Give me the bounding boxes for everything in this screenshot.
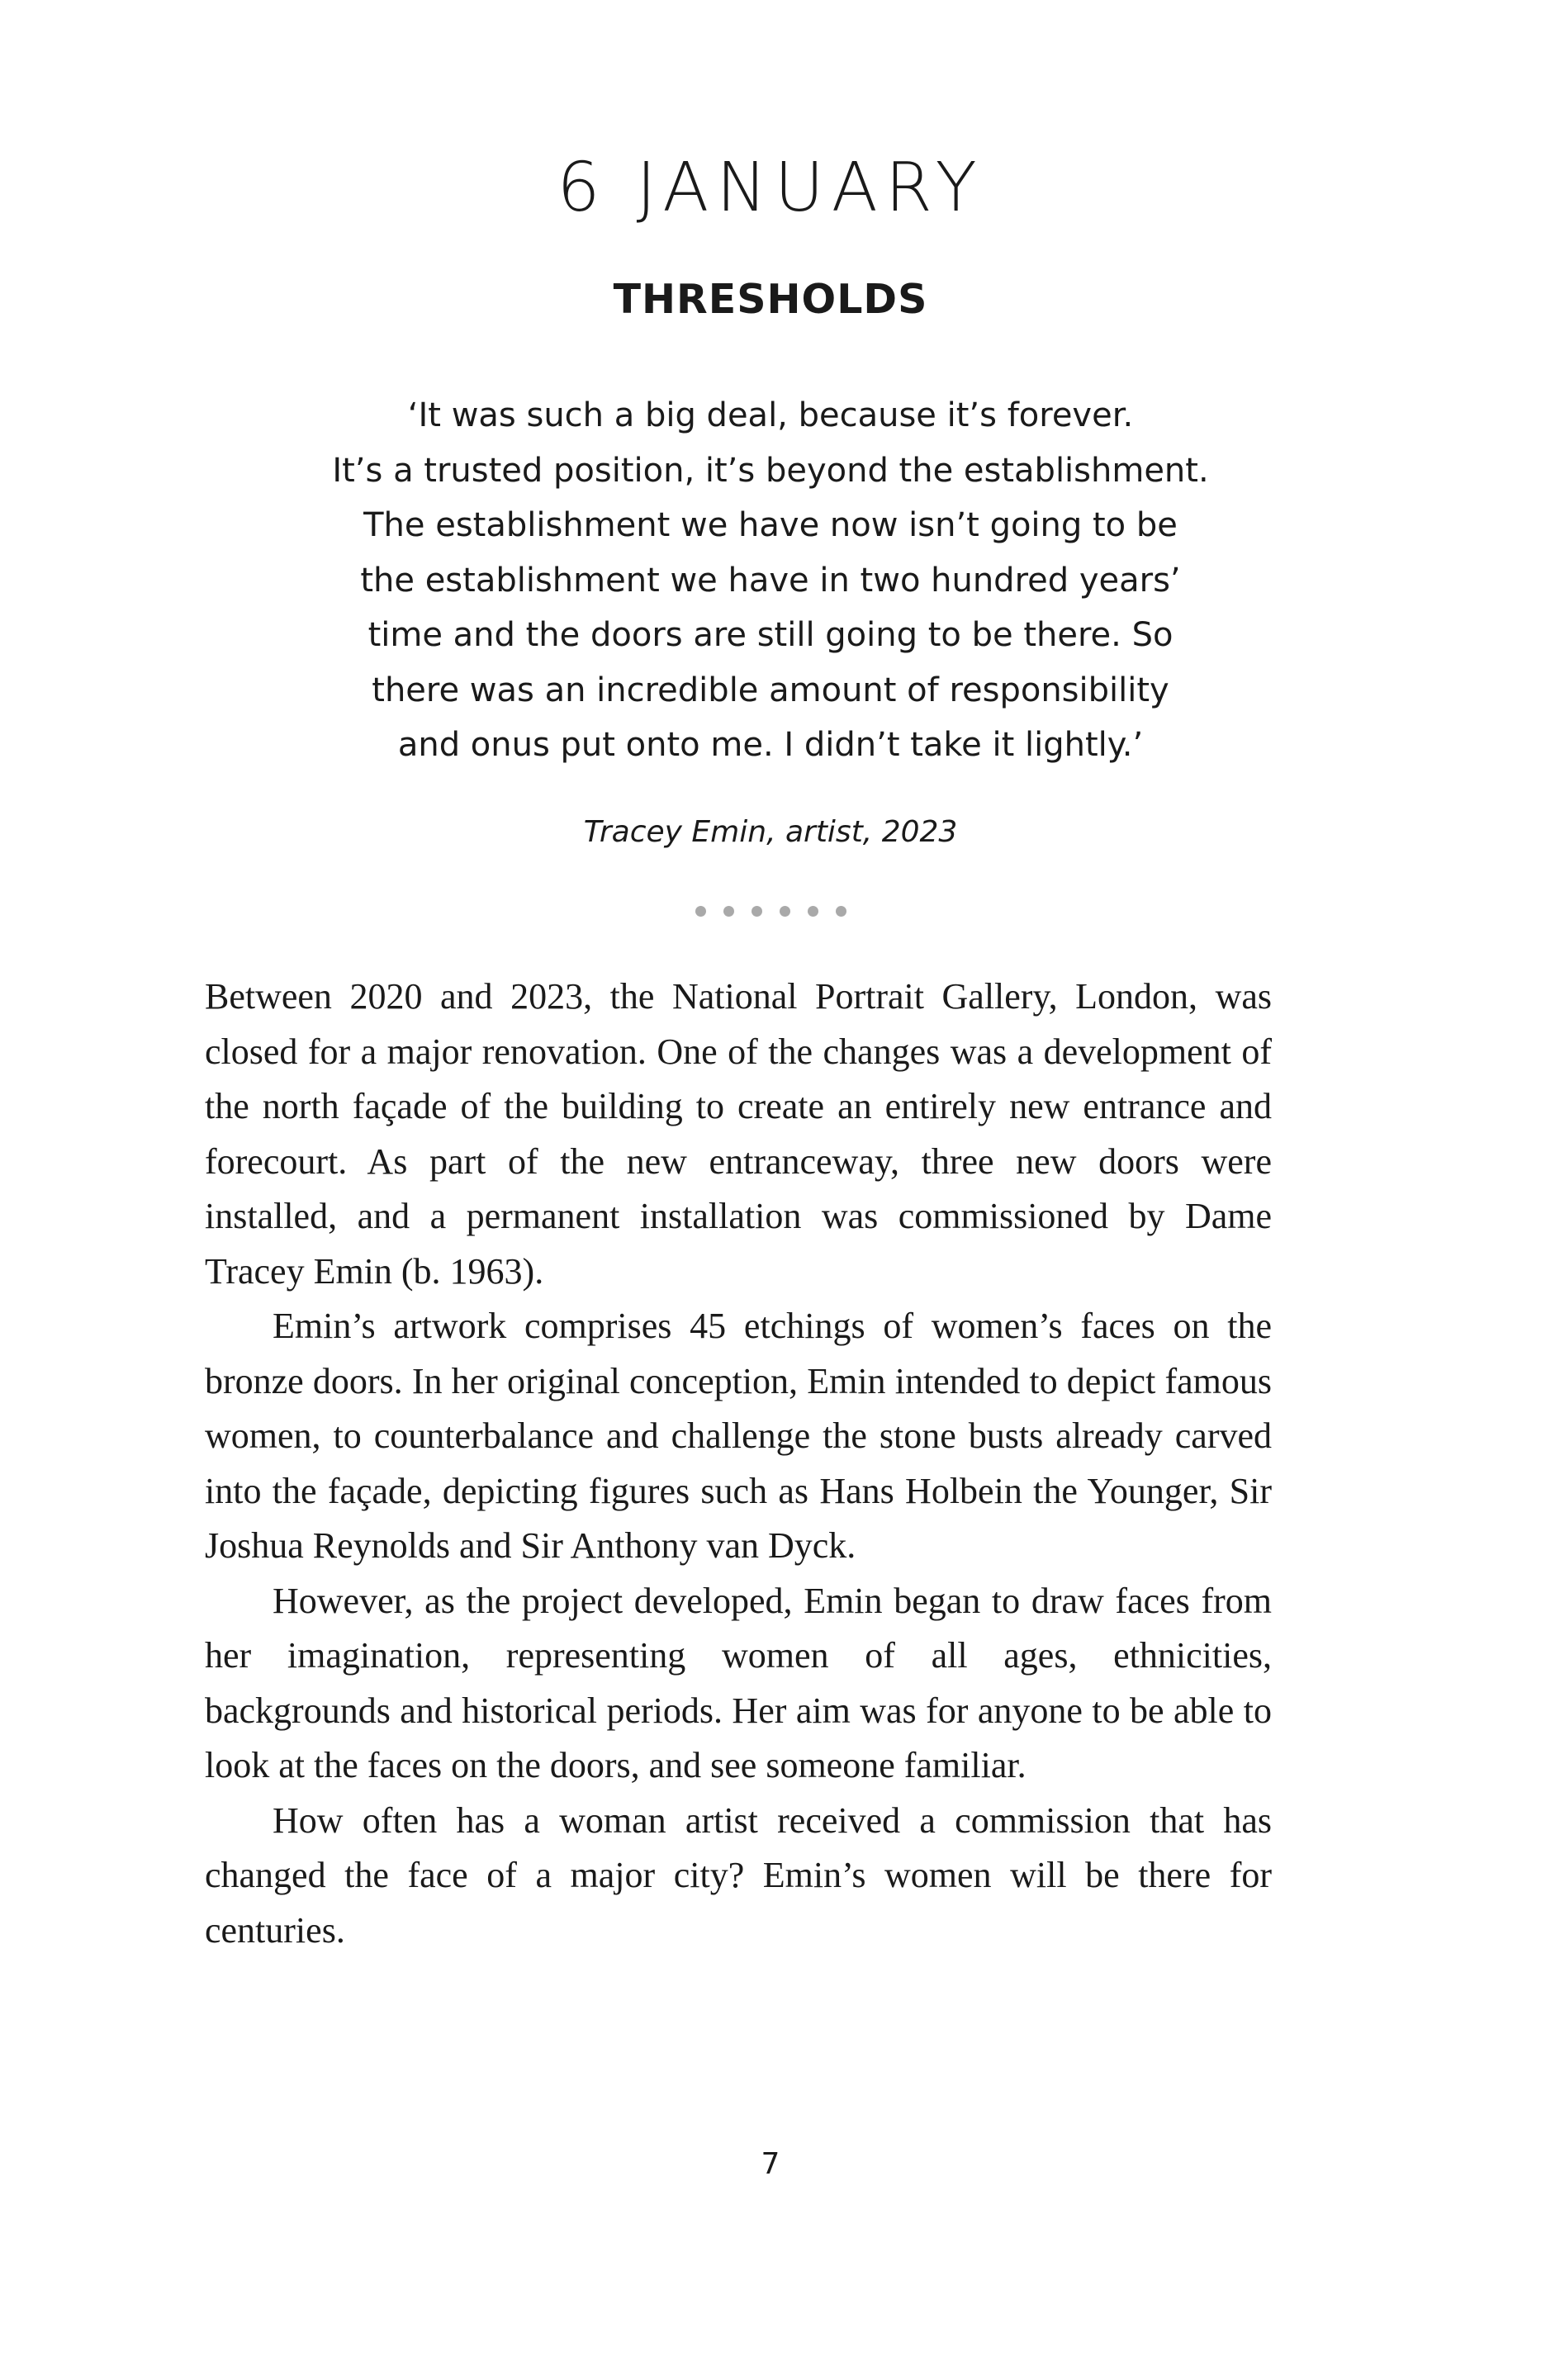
ornament-dot [695,906,706,917]
quote-line: and onus put onto me. I didn’t take it lightly.’ [397,726,1144,764]
body-paragraph: How often has a woman artist received a commission that has changed the face of a major city? Emin’s women will be there for centuries. [205,1799,1272,1951]
section-title: THRESHOLDS [613,276,928,323]
ornament-dot [780,906,790,917]
ornament-dot [723,906,734,917]
quote-line: ‘It was such a big deal, because it’s forever. [407,396,1134,434]
ornament-dot [836,906,846,917]
body-paragraph: However, as the project developed, Emin began to draw faces from her imagination, representing women of all ages, ethnicities, backgrounds and historical periods. Her aim was for anyone to be able to look at the faces on the doors, and see someone familiar. [205,1580,1272,1785]
quote-attribution: Tracey Emin, artist, 2023 [583,815,958,849]
quote-line: time and the doors are still going to be there. So [367,616,1174,654]
page-number: 7 [761,2147,780,2181]
body-text [205,970,1272,1958]
ornament-dot [808,906,818,917]
quote-line: The establishment we have now isn’t going to be [363,506,1178,544]
ornament-dot [752,906,762,917]
body-paragraph: Emin’s artwork comprises 45 etchings of women’s faces on the bronze doors. In her original conception, Emin intended to depict famous women, to counterbalance and challenge the stone busts already carved into the façade, depicting figures such as Hans Holbein the Younger, Sir Joshua Reynolds and Sir Anthony van Dyck. [205,1306,1272,1566]
quote-line: It’s a trusted position, it’s beyond the establishment. [332,451,1209,490]
body-paragraph: Between 2020 and 2023, the National Portrait Gallery, London, was closed for a major renovation. One of the changes was a development of the north façade of the building to create an entirely new entrance and forecourt. As part of the new entranceway, three new doors were installed, and a permanent installation was commissioned by Dame Tracey Emin (b. 1963). [205,976,1272,1292]
epigraph-quote [165,388,1376,773]
quote-line: the establishment we have in two hundred years’ [360,561,1181,600]
section-divider-ornament [0,900,1541,922]
quote-line: there was an incredible amount of responsibility [372,671,1169,709]
date-heading: 6 JANUARY [557,149,984,227]
